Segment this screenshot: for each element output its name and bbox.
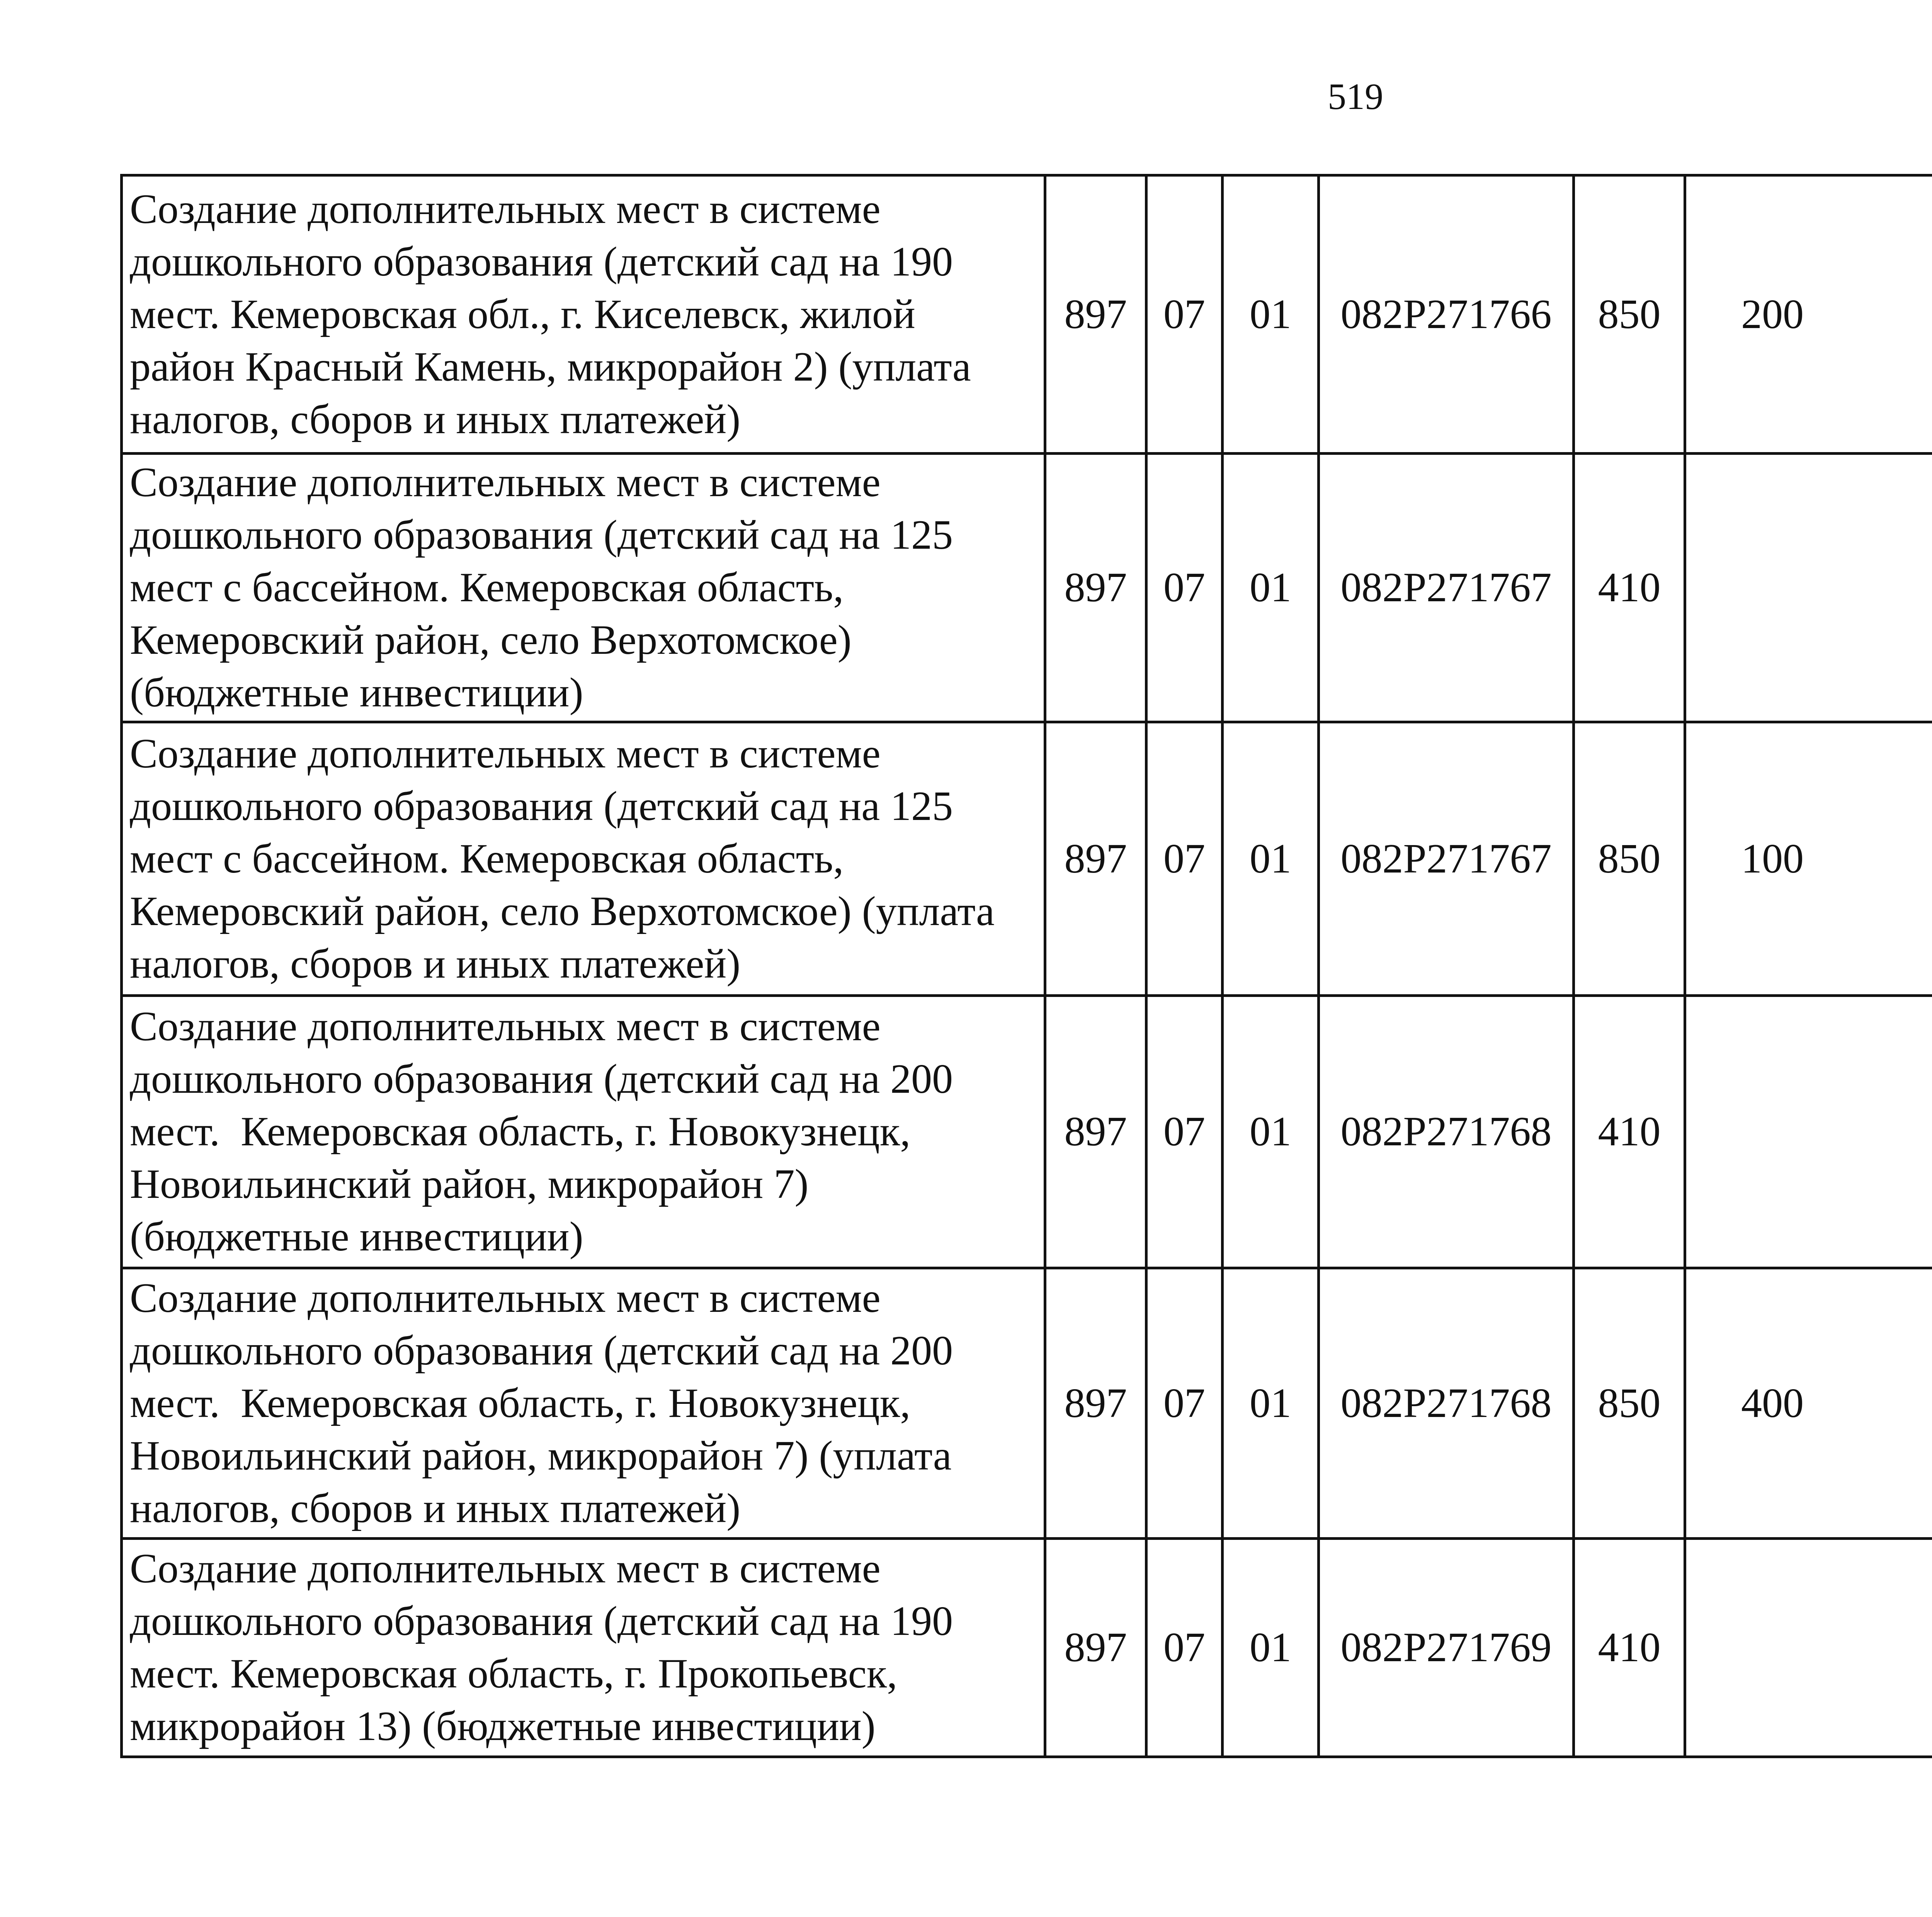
description-line: Создание дополнительных мест в системе	[130, 1275, 881, 1321]
expense-type-cell: 850	[1574, 175, 1685, 454]
subsection-code-cell: 01	[1223, 722, 1319, 996]
description-cell	[122, 722, 1045, 996]
target-article-cell: 082P271768	[1319, 996, 1574, 1268]
section-code-cell: 07	[1146, 175, 1223, 454]
section-code-cell: 07	[1146, 1268, 1223, 1539]
table-row	[122, 175, 1932, 454]
description-cell	[122, 996, 1045, 1268]
budget-table	[120, 174, 1932, 1758]
description-line: Создание дополнительных мест в системе	[130, 459, 881, 505]
description-line: Создание дополнительных мест в системе	[130, 1004, 881, 1050]
section-code-cell: 07	[1146, 722, 1223, 996]
expense-type-cell: 850	[1574, 722, 1685, 996]
table-row	[122, 454, 1932, 722]
target-article-cell: 082P271768	[1319, 1268, 1574, 1539]
subsection-code-cell: 01	[1223, 1268, 1319, 1539]
description-line: дошкольного образования (детский сад на 190	[130, 1598, 953, 1644]
ministry-code-cell: 897	[1045, 454, 1146, 722]
subsection-code-cell: 01	[1223, 1539, 1319, 1757]
description-line: микрорайон 13) (бюджетные инвестиции)	[130, 1703, 876, 1749]
description-line: Создание дополнительных мест в системе	[130, 186, 881, 232]
table-body	[122, 175, 1932, 1757]
table-row	[122, 722, 1932, 996]
description-cell	[122, 175, 1045, 454]
table-row	[122, 1539, 1932, 1757]
amount-cell-1	[1685, 454, 1932, 722]
description-line: Создание дополнительных мест в системе	[130, 730, 881, 777]
description-line: Создание дополнительных мест в системе	[130, 1546, 881, 1592]
ministry-code-cell: 897	[1045, 722, 1146, 996]
subsection-code-cell: 01	[1223, 996, 1319, 1268]
description-line: налогов, сборов и иных платежей)	[130, 396, 741, 442]
description-line: район Красный Камень, микрорайон 2) (уплата	[130, 344, 971, 390]
description-line: дошкольного образования (детский сад на 190	[130, 238, 953, 285]
description-line: дошкольного образования (детский сад на 125	[130, 783, 953, 829]
description-line: Новоильинский район, микрорайон 7) (уплата	[130, 1432, 952, 1479]
description-line: Кемеровский район, село Верхотомское) (уплата	[130, 888, 995, 934]
description-line: налогов, сборов и иных платежей)	[130, 941, 741, 987]
expense-type-cell: 850	[1574, 1268, 1685, 1539]
description-cell	[122, 1268, 1045, 1539]
target-article-cell: 082P271767	[1319, 722, 1574, 996]
expense-type-cell: 410	[1574, 1539, 1685, 1757]
table-row	[122, 996, 1932, 1268]
section-code-cell: 07	[1146, 1539, 1223, 1757]
target-article-cell: 082P271767	[1319, 454, 1574, 722]
description-line: мест. Кемеровская область, г. Новокузнецк,	[130, 1109, 911, 1155]
description-line: налогов, сборов и иных платежей)	[130, 1485, 741, 1531]
subsection-code-cell: 01	[1223, 175, 1319, 454]
amount-cell-1: 400	[1685, 1268, 1932, 1539]
description-line: мест. Кемеровская область, г. Новокузнецк,	[130, 1380, 911, 1426]
ministry-code-cell: 897	[1045, 175, 1146, 454]
description-line: Новоильинский район, микрорайон 7)	[130, 1161, 809, 1207]
subsection-code-cell: 01	[1223, 454, 1319, 722]
section-code-cell: 07	[1146, 454, 1223, 722]
description-line: Кемеровский район, село Верхотомское)	[130, 617, 852, 663]
ministry-code-cell: 897	[1045, 996, 1146, 1268]
page-number: 519	[1328, 76, 1383, 117]
description-line: мест с бассейном. Кемеровская область,	[130, 565, 844, 611]
description-cell	[122, 1539, 1045, 1757]
description-line: дошкольного образования (детский сад на 200	[130, 1056, 953, 1102]
amount-cell-1	[1685, 1539, 1932, 1757]
amount-cell-1: 100	[1685, 722, 1932, 996]
ministry-code-cell: 897	[1045, 1539, 1146, 1757]
expense-type-cell: 410	[1574, 454, 1685, 722]
target-article-cell: 082P271769	[1319, 1539, 1574, 1757]
amount-cell-1: 200	[1685, 175, 1932, 454]
amount-cell-1	[1685, 996, 1932, 1268]
target-article-cell: 082P271766	[1319, 175, 1574, 454]
ministry-code-cell: 897	[1045, 1268, 1146, 1539]
section-code-cell: 07	[1146, 996, 1223, 1268]
description-line: (бюджетные инвестиции)	[130, 1214, 583, 1260]
description-line: мест. Кемеровская область, г. Прокопьевск,	[130, 1651, 898, 1697]
description-line: мест. Кемеровская обл., г. Киселевск, жилой	[130, 291, 915, 337]
table-row	[122, 1268, 1932, 1539]
description-line: дошкольного образования (детский сад на 200	[130, 1327, 953, 1374]
expense-type-cell: 410	[1574, 996, 1685, 1268]
description-line: дошкольного образования (детский сад на 125	[130, 512, 953, 558]
description-line: (бюджетные инвестиции)	[130, 670, 583, 716]
description-line: мест с бассейном. Кемеровская область,	[130, 835, 844, 882]
description-cell	[122, 454, 1045, 722]
